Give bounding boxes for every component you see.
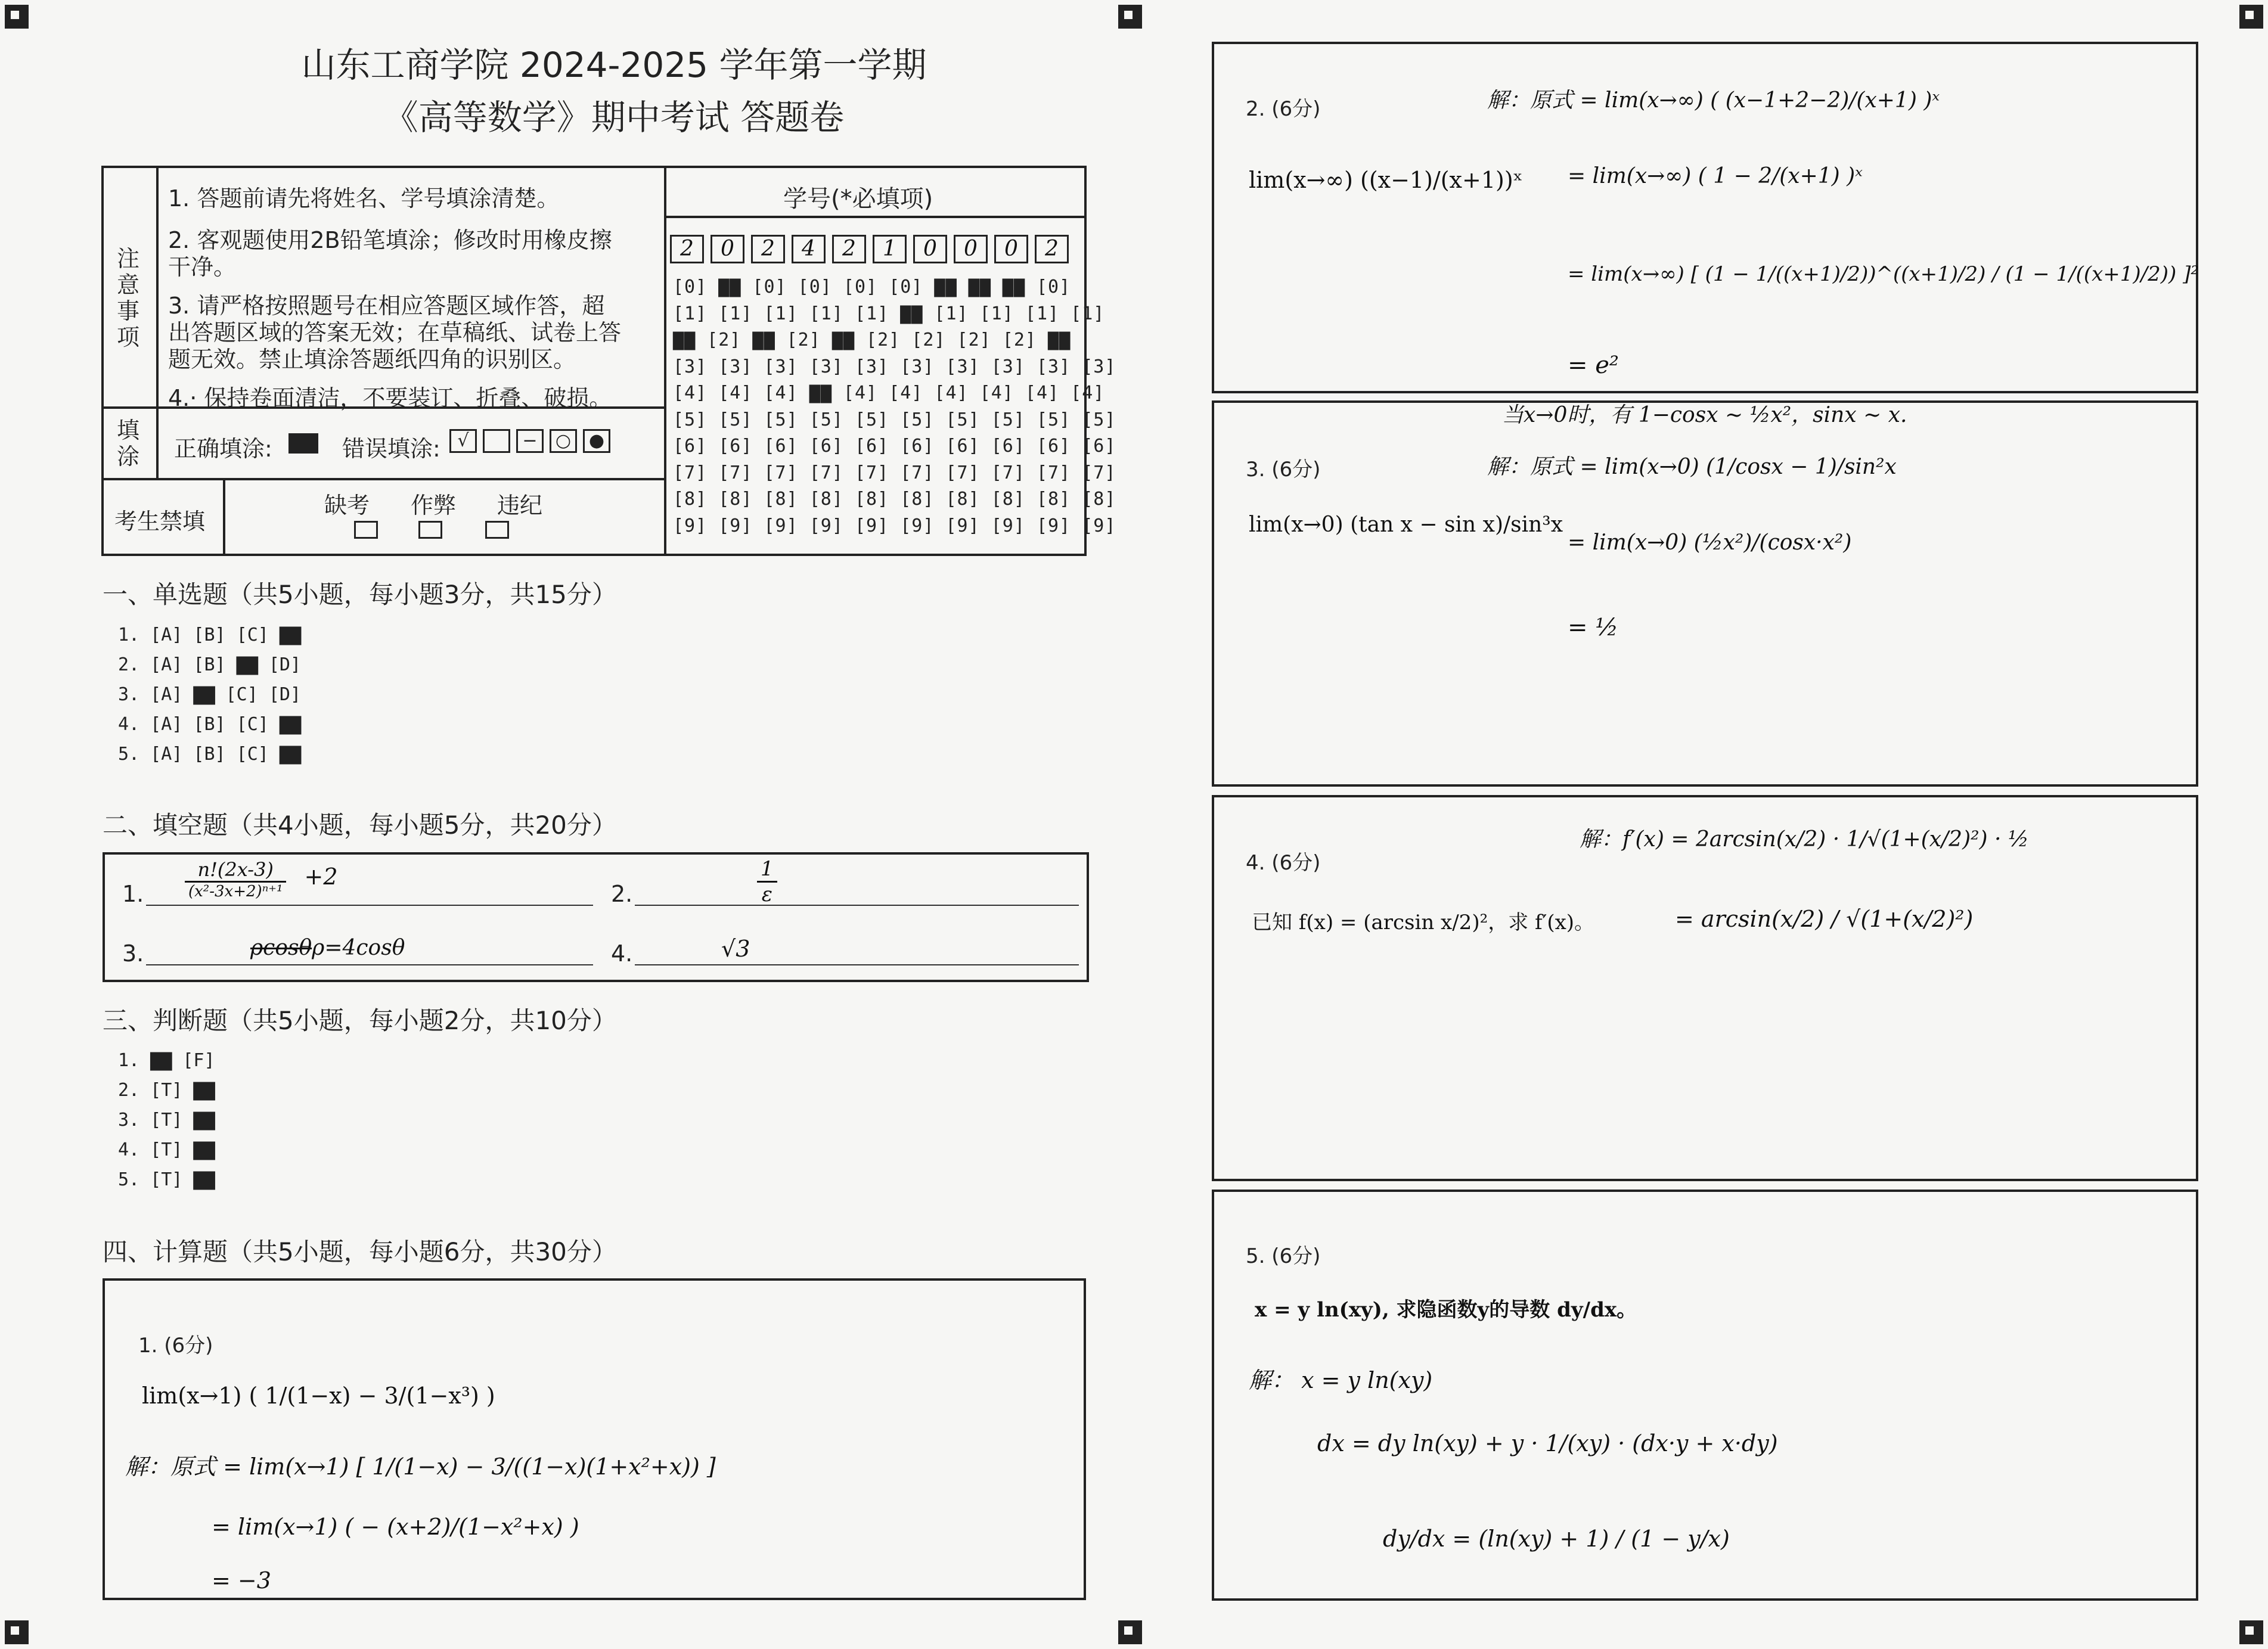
forbid-label: 考生禁填 [114, 508, 206, 535]
notice-item-1: 1. 答题前请先将姓名、学号填涂清楚。 [168, 185, 560, 212]
true-false-answer-row[interactable]: 1. ▇▇ [F] [118, 1050, 215, 1071]
calc-q1-step1: 解：原式 = lim(x→1) [ 1/(1−x) − 3/((1−x)(1+x²+x)) ] [125, 1454, 716, 1480]
student-id-bubble-row[interactable]: [8] [8] [8] [8] [8] [8] [8] [8] [8] [8] [673, 489, 1116, 510]
notice-item-4: 4.· 保持卷面清洁，不要装订、折叠、破损。 [168, 385, 612, 411]
section1-title: 一、单选题（共5小题，每小题3分，共15分） [103, 580, 617, 609]
calc-q1-problem: lim(x→1) ( 1/(1−x) − 3/(1−x³) ) [142, 1383, 495, 1409]
registration-mark-top-left [5, 5, 29, 29]
page-title-line1: 山东工商学院 2024-2025 学年第一学期 [301, 45, 927, 85]
mcq-answer-row[interactable]: 4. [A] [B] [C] ▇▇ [118, 714, 302, 735]
calc-q1-box [103, 1278, 1086, 1600]
blank2-label: 2. [611, 881, 633, 907]
student-id-bubble-row[interactable]: ▇▇ [2] ▇▇ [2] ▇▇ [2] [2] [2] [2] ▇▇ [673, 330, 1071, 350]
registration-mark-bottom-center [1118, 1620, 1142, 1644]
calc-q4-label: 4. (6分) [1246, 851, 1321, 875]
correct-fill-example [288, 433, 318, 454]
forbid-checkbox-absent[interactable] [354, 521, 378, 539]
student-id-digit: 0 [711, 235, 744, 263]
calc-q5-step3: dy/dx = (ln(xy) + 1) / (1 − y/x) [1383, 1526, 1730, 1552]
student-id-bubble-row[interactable]: [6] [6] [6] [6] [6] [6] [6] [6] [6] [6] [673, 436, 1116, 456]
blank1-label: 1. [122, 881, 144, 907]
blank2-numerator: 1 [757, 857, 777, 883]
blank1-numerator: n!(2x-3) [185, 858, 286, 883]
true-false-answer-row[interactable]: 2. [T] ▇▇ [118, 1080, 215, 1101]
forbid-option-cheat: 作弊 [411, 492, 457, 518]
registration-mark-bottom-right [2239, 1620, 2263, 1644]
calc-q1-step3: = −3 [212, 1567, 271, 1594]
student-id-bubble-row[interactable]: [0] ▇▇ [0] [0] [0] [0] ▇▇ ▇▇ ▇▇ [0] [673, 277, 1071, 297]
student-id-label: 学号(*必填项) [783, 185, 933, 213]
student-id-bubble-row[interactable]: [9] [9] [9] [9] [9] [9] [9] [9] [9] [9] [673, 515, 1116, 536]
calc-q4-step2: = arcsin(x/2) / √(1+(x/2)²) [1675, 906, 1974, 932]
mcq-answer-row[interactable]: 2. [A] [B] ▇▇ [D] [118, 654, 302, 675]
student-id-digit: 2 [832, 235, 866, 263]
forbid-option-violation: 违纪 [497, 492, 543, 518]
blank1-denominator: (x²-3x+2)ⁿ⁺¹ [188, 883, 283, 900]
calc-q3-step2: = lim(x→0) (½x²)/(cosx·x²) [1568, 530, 1852, 555]
blank3-answer [250, 936, 405, 960]
wrong-fill-check: √ [449, 429, 477, 453]
wrong-fill-dash: − [516, 429, 544, 453]
notice-item-3: 3. 请严格按照题号在相应答题区域作答，超 [168, 293, 605, 319]
mcq-answer-row[interactable]: 5. [A] [B] [C] ▇▇ [118, 744, 302, 765]
notice-item-2b: 干净。 [168, 254, 237, 280]
section2-title: 二、填空题（共4小题，每小题5分，共20分） [103, 810, 617, 840]
student-id-digit: 2 [1035, 235, 1069, 263]
blank4-answer: √3 [721, 936, 750, 962]
page-title-line2: 《高等数学》期中考试 答题卷 [383, 97, 845, 138]
calc-q5-problem: x = y ln(xy), 求隐函数y的导数 dy/dx。 [1255, 1298, 1637, 1322]
calc-q2-label: 2. (6分) [1246, 97, 1321, 121]
student-id-digit: 2 [751, 235, 785, 263]
notice-item-2: 2. 客观题使用2B铅笔填涂；修改时用橡皮擦 [168, 227, 612, 253]
calc-q5-label: 5. (6分) [1246, 1244, 1321, 1268]
calc-q3-note: 当x→0时，有 1−cosx ~ ½x²，sinx ~ x. [1502, 403, 1907, 427]
notice-item-3c: 题无效。禁止填涂答题纸四角的识别区。 [168, 346, 576, 372]
student-id-bubble-row[interactable]: [1] [1] [1] [1] [1] ▇▇ [1] [1] [1] [1] [673, 303, 1105, 324]
blank4-label: 4. [611, 940, 633, 967]
calc-q4-step1: 解：f′(x) = 2arcsin(x/2) · 1/√(1+(x/2)²) · ½ [1580, 827, 2029, 852]
true-false-answer-row[interactable]: 4. [T] ▇▇ [118, 1139, 215, 1160]
blank2-denominator: ε [761, 883, 772, 906]
wrong-fill-circle: ○ [550, 429, 577, 453]
registration-mark-top-center [1118, 5, 1142, 29]
student-id-bubble-row[interactable]: [5] [5] [5] [5] [5] [5] [5] [5] [5] [5] [673, 409, 1116, 430]
calc-q1-label: 1. (6分) [138, 1334, 213, 1358]
calc-q5-step2: dx = dy ln(xy) + y · 1/(xy) · (dx·y + x·dy) [1317, 1430, 1778, 1457]
wrong-fill-label: 错误填涂: [342, 436, 440, 462]
section3-title: 三、判断题（共5小题，每小题2分，共10分） [103, 1006, 617, 1035]
calc-q3-step1: 解：原式 = lim(x→0) (1/cosx − 1)/sin²x [1487, 455, 1897, 479]
calc-q3-label: 3. (6分) [1246, 458, 1321, 482]
registration-mark-top-right [2239, 5, 2263, 29]
student-id-digit: 2 [670, 235, 704, 263]
calc-q2-step2: = lim(x→∞) ( 1 − 2/(x+1) )ˣ [1568, 164, 1863, 188]
student-id-digit: 4 [792, 235, 826, 263]
blank3-value: ρ=4cosθ [312, 936, 405, 960]
calc-q4-box [1212, 795, 2198, 1181]
true-false-answer-row[interactable]: 5. [T] ▇▇ [118, 1169, 215, 1190]
mcq-answer-row[interactable]: 3. [A] ▇▇ [C] [D] [118, 684, 302, 705]
true-false-answer-row[interactable]: 3. [T] ▇▇ [118, 1110, 215, 1131]
student-id-digit: 1 [873, 235, 907, 263]
calc-q2-step4: = e² [1568, 352, 1619, 379]
student-id-bubble-row[interactable]: [4] [4] [4] ▇▇ [4] [4] [4] [4] [4] [4] [673, 383, 1105, 403]
student-id-digit: 0 [954, 235, 988, 263]
fill-label: 填涂 [117, 417, 140, 470]
blank2-answer [757, 857, 777, 906]
student-id-bubble-row[interactable]: [7] [7] [7] [7] [7] [7] [7] [7] [7] [7] [673, 462, 1116, 483]
calc-q5-step1: 解： x = y ln(xy) [1249, 1367, 1433, 1393]
registration-mark-bottom-left [5, 1620, 29, 1644]
notice-item-3b: 出答题区域的答案无效；在草稿纸、试卷上答 [168, 319, 622, 346]
forbid-checkbox-violation[interactable] [485, 521, 509, 539]
wrong-fill-blank [483, 429, 510, 453]
student-id-digit: 0 [913, 235, 947, 263]
section4-title: 四、计算题（共5小题，每小题6分，共30分） [103, 1237, 617, 1266]
calc-q2-step3: = lim(x→∞) [ (1 − 1/((x+1)/2))^((x+1)/2) / (1 − 1/((x+1)/2)) ]² [1568, 262, 2199, 286]
calc-q1-step2: = lim(x→1) ( − (x+2)/(1−x²+x) ) [212, 1514, 579, 1540]
calc-q3-problem: lim(x→0) (tan x − sin x)/sin³x [1249, 513, 1563, 537]
blank3-label: 3. [122, 940, 144, 967]
blank1-answer [185, 858, 338, 900]
instruction-table [101, 166, 1116, 556]
forbid-option-absent: 缺考 [324, 492, 370, 518]
calc-q4-problem: 已知 f(x) = (arcsin x/2)²，求 f′(x)。 [1252, 911, 1595, 934]
correct-fill-label: 正确填涂: [174, 436, 272, 462]
calc-q2-problem: lim(x→∞) ((x−1)/(x+1))ˣ [1249, 167, 1523, 193]
calc-q3-step3: = ½ [1568, 614, 1618, 641]
blank3-struck: ρcosθ [250, 936, 312, 960]
calc-q2-step1: 解：原式 = lim(x→∞) ( (x−1+2−2)/(x+1) )ˣ [1487, 88, 1940, 113]
mcq-answer-row[interactable]: 1. [A] [B] [C] ▇▇ [118, 625, 302, 645]
wrong-fill-dot: ● [583, 429, 610, 453]
student-id-bubble-row[interactable]: [3] [3] [3] [3] [3] [3] [3] [3] [3] [3] [673, 356, 1116, 377]
forbid-checkbox-cheat[interactable] [418, 521, 442, 539]
blank1-tail: +2 [304, 864, 338, 890]
student-id-digit: 0 [994, 235, 1028, 263]
notice-label: 注意事项 [117, 246, 140, 350]
